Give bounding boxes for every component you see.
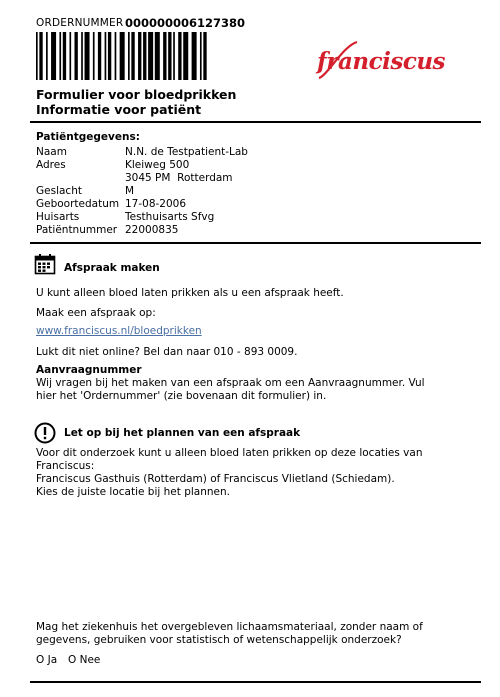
patient-value: Testhuisarts Sfvg: [125, 211, 215, 223]
patient-label: Adres: [36, 159, 66, 171]
form-subtitle: Informatie voor patiënt: [36, 102, 202, 117]
barcode-bar: [128, 32, 130, 80]
divider-middle: [30, 242, 481, 244]
patient-row: [36, 211, 476, 224]
form-title: Formulier voor bloedprikken: [36, 87, 237, 102]
planning-text-1: Voor dit onderzoek kunt u alleen bloed laten prikken op deze locaties van: [36, 447, 423, 459]
planning-text-3: Franciscus Gasthuis (Rotterdam) of Franciscus Vlietland (Schiedam).: [36, 473, 395, 485]
barcode-bar: [183, 32, 188, 80]
planning-text-4: Kies de juiste locatie bij het plannen.: [36, 486, 230, 498]
patient-row: [36, 185, 476, 198]
patient-row: [36, 224, 476, 237]
barcode-bar: [138, 32, 141, 80]
request-number-text-2: hier het 'Ordernummer' (zie bovenaan dit formulier) in.: [36, 390, 327, 402]
patient-value: Kleiweg 500: [125, 159, 190, 171]
consent-question-2: gegevens, gebruiken voor statistisch of wetenschappelijk onderzoek?: [36, 634, 402, 646]
barcode-bar: [51, 32, 56, 80]
patient-value: 3045 PM Rotterdam: [125, 172, 233, 184]
calendar-icon: [34, 253, 56, 279]
patient-value: M: [125, 185, 135, 197]
patient-row: [36, 198, 476, 211]
barcode: [36, 32, 210, 80]
barcode-bar: [173, 32, 175, 80]
barcode-bar: [59, 32, 61, 80]
patient-table: [36, 146, 476, 237]
barcode-bar: [85, 32, 90, 80]
logo-text: franciscus: [317, 48, 446, 75]
divider-bottom: [30, 681, 481, 683]
planning-text-2: Franciscus:: [36, 460, 95, 472]
patient-label: Patiëntnummer: [36, 224, 118, 236]
patient-value: N.N. de Testpatient-Lab: [125, 146, 248, 158]
consent-yes-option[interactable]: O Ja: [36, 654, 58, 666]
barcode-bar: [98, 32, 101, 80]
barcode-bar: [39, 32, 42, 80]
barcode-bar: [200, 32, 202, 80]
patient-label: Naam: [36, 146, 67, 158]
order-number-label: ORDERNUMMER: [36, 17, 124, 29]
patient-value: 22000835: [125, 224, 179, 236]
barcode-bar: [143, 32, 146, 80]
barcode-bar: [74, 32, 77, 80]
patient-row: [36, 146, 476, 159]
barcode-bar: [63, 32, 66, 80]
barcode-bar: [131, 32, 134, 80]
patient-heading: Patiëntgegevens:: [36, 131, 140, 143]
patient-label: Geslacht: [36, 185, 82, 197]
barcode-bar: [93, 32, 95, 80]
barcode-bar: [178, 32, 181, 80]
appointment-instruction: Maak een afspraak op:: [36, 307, 156, 319]
appointment-heading: Afspraak maken: [64, 262, 160, 274]
barcode-bar: [115, 32, 117, 80]
patient-row: [36, 172, 476, 185]
request-number-heading: Aanvraagnummer: [36, 364, 142, 376]
order-number-value: 000000006127380: [125, 16, 246, 30]
planning-heading: Let op bij het plannen van een afspraak: [64, 427, 301, 439]
barcode-bar: [163, 32, 166, 80]
barcode-bar: [203, 32, 206, 80]
consent-no-option[interactable]: O Nee: [68, 654, 101, 666]
barcode-bar: [155, 32, 160, 80]
barcode-bar: [192, 32, 197, 80]
franciscus-logo: [313, 38, 446, 86]
barcode-bar: [108, 32, 111, 80]
barcode-bar: [36, 32, 38, 80]
request-number-text: Wij vragen bij het maken van een afspraak om een Aanvraagnummer. Vul: [36, 377, 425, 389]
patient-row: [36, 159, 476, 172]
barcode-bar: [69, 32, 71, 80]
barcode-bar: [168, 32, 171, 80]
exclamation-circle-icon: [34, 422, 56, 448]
barcode-bar: [46, 32, 48, 80]
divider-top: [30, 121, 481, 123]
phone-text: Lukt dit niet online? Bel dan naar 010 - 893 0009.: [36, 346, 298, 358]
consent-question-1: Mag het ziekenhuis het overgebleven lichaamsmateriaal, zonder naam of: [36, 621, 423, 633]
appointment-text: U kunt alleen bloed laten prikken als u een afspraak heeft.: [36, 287, 344, 299]
patient-value: 17-08-2006: [125, 198, 187, 210]
patient-label: Geboortedatum: [36, 198, 120, 210]
barcode-bar: [105, 32, 107, 80]
barcode-bar: [81, 32, 83, 80]
appointment-link[interactable]: www.franciscus.nl/bloedprikken: [36, 325, 202, 337]
barcode-bar: [148, 32, 153, 80]
barcode-bar: [120, 32, 125, 80]
patient-label: Huisarts: [36, 211, 80, 223]
